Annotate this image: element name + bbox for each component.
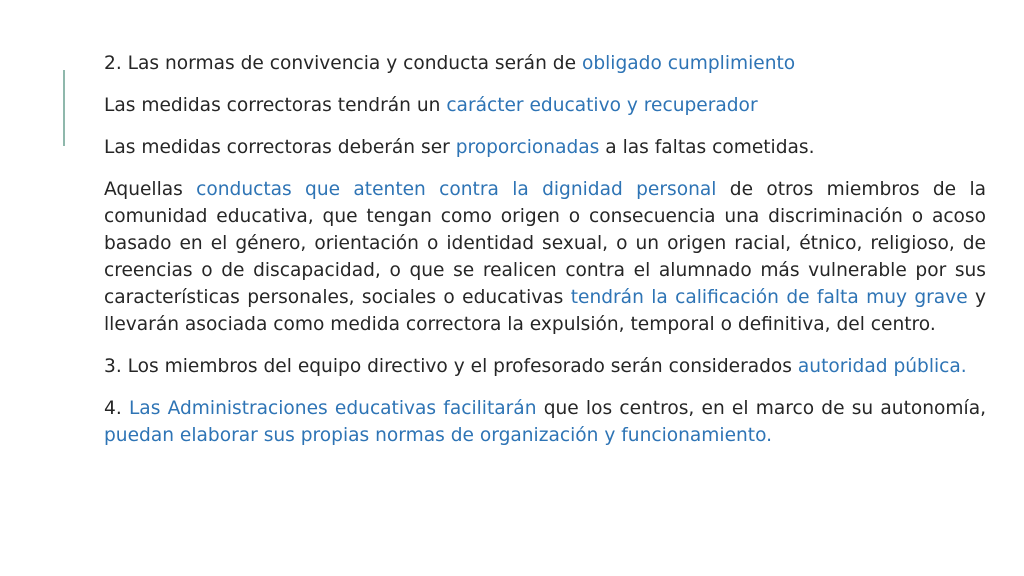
text-segment: Aquellas: [104, 179, 197, 200]
text-segment: Las medidas correctoras tendrán un: [104, 95, 447, 116]
text-segment: 4.: [104, 398, 129, 419]
highlighted-phrase: proporcionadas: [455, 137, 600, 158]
highlighted-phrase: Las Administraciones educativas facilitarán: [128, 398, 537, 419]
text-segment: a las faltas cometidas.: [599, 137, 815, 158]
text-segment: 3. Los miembros del equipo directivo y el profesorado serán considerados: [104, 356, 798, 377]
highlighted-phrase: conductas que atenten contra la dignidad personal: [196, 179, 717, 200]
highlighted-phrase: puedan elaborar sus propias normas de organización y funcionamiento.: [104, 425, 773, 446]
accent-bar: [63, 70, 65, 146]
highlighted-phrase: tendrán la calificación de falta muy grave: [570, 287, 968, 308]
text-segment: de otros miembros de la comunidad educativa, que tengan como origen o consecuencia una discriminación o acoso basado en el género, orientación o identidad sexual, o un origen racial, étnico, religioso, de creencias o de discapacidad, o que se realicen contra el alumnado más vulnerable por sus características personales, sociales o educativas: [104, 179, 987, 308]
highlighted-phrase: carácter educativo y recuperador: [446, 95, 758, 116]
highlighted-phrase: autoridad pública.: [797, 356, 967, 377]
text-segment: y llevarán asociada como medida correctora la expulsión, temporal o definitiva, del centro.: [104, 287, 987, 335]
paragraph-obligado-cumplimiento: [104, 50, 986, 77]
highlighted-phrase: obligado cumplimiento: [581, 53, 796, 74]
paragraph-autoridad-publica: [104, 353, 986, 380]
text-segment: que los centros, en el marco de su autonomía,: [536, 398, 986, 419]
text-segment: 2. Las normas de convivencia y conducta serán de: [104, 53, 582, 74]
paragraph-administraciones: [104, 395, 986, 449]
slide-content: [104, 50, 986, 449]
paragraph-caracter-educativo: [104, 92, 986, 119]
paragraph-dignidad-personal: [104, 176, 986, 338]
text-segment: Las medidas correctoras deberán ser: [104, 137, 456, 158]
paragraph-proporcionadas: [104, 134, 986, 161]
